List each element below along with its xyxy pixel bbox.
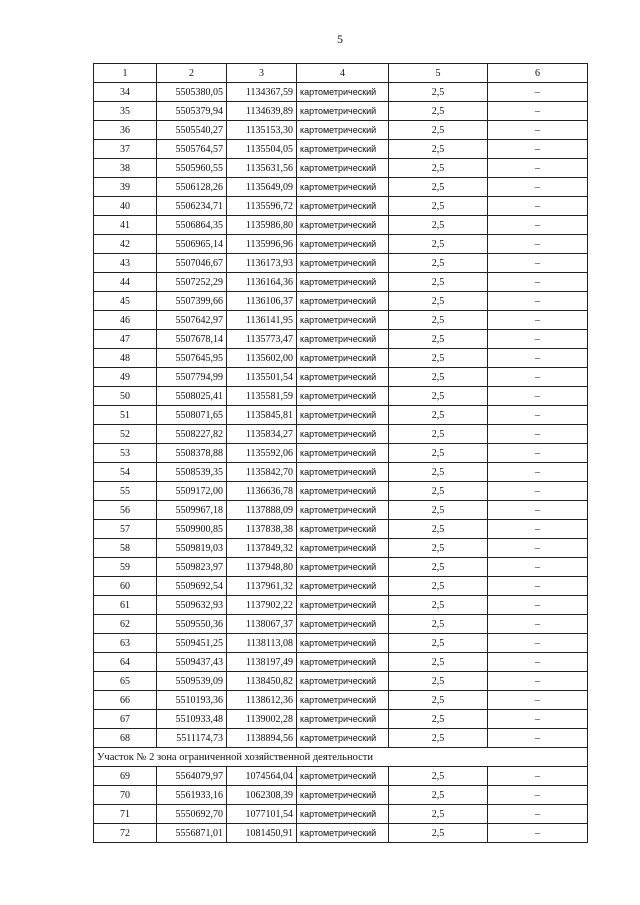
note-cell: – [488, 254, 588, 273]
method-cell: картометрический [297, 197, 389, 216]
method-cell: картометрический [297, 159, 389, 178]
x-coordinate-cell: 5507678,14 [157, 330, 227, 349]
point-number-cell: 51 [94, 406, 157, 425]
point-number-cell: 42 [94, 235, 157, 254]
point-number-cell: 52 [94, 425, 157, 444]
point-number-cell: 68 [94, 729, 157, 748]
table-row [94, 254, 588, 273]
table-row [94, 140, 588, 159]
x-coordinate-cell: 5505960,55 [157, 159, 227, 178]
table-row [94, 178, 588, 197]
x-coordinate-cell: 5509967,18 [157, 501, 227, 520]
point-number-cell: 44 [94, 273, 157, 292]
x-coordinate-cell: 5510193,36 [157, 691, 227, 710]
table-row [94, 710, 588, 729]
note-cell: – [488, 824, 588, 843]
method-cell: картометрический [297, 311, 389, 330]
x-coordinate-cell: 5505379,94 [157, 102, 227, 121]
point-number-cell: 46 [94, 311, 157, 330]
method-cell: картометрический [297, 482, 389, 501]
note-cell: – [488, 444, 588, 463]
coordinates-table [93, 63, 588, 843]
method-cell: картометрический [297, 273, 389, 292]
table-row [94, 292, 588, 311]
y-coordinate-cell: 1137849,32 [227, 539, 297, 558]
table-row [94, 83, 588, 102]
point-number-cell: 55 [94, 482, 157, 501]
point-number-cell: 50 [94, 387, 157, 406]
point-number-cell: 53 [94, 444, 157, 463]
point-number-cell: 54 [94, 463, 157, 482]
y-coordinate-cell: 1074564,04 [227, 767, 297, 786]
x-coordinate-cell: 5509451,25 [157, 634, 227, 653]
method-cell: картометрический [297, 634, 389, 653]
accuracy-cell: 2,5 [389, 330, 488, 349]
x-coordinate-cell: 5509539,09 [157, 672, 227, 691]
point-number-cell: 47 [94, 330, 157, 349]
table-row [94, 558, 588, 577]
note-cell: – [488, 292, 588, 311]
accuracy-cell: 2,5 [389, 425, 488, 444]
note-cell: – [488, 653, 588, 672]
point-number-cell: 48 [94, 349, 157, 368]
accuracy-cell: 2,5 [389, 254, 488, 273]
column-header: 6 [488, 64, 588, 83]
accuracy-cell: 2,5 [389, 634, 488, 653]
point-number-cell: 64 [94, 653, 157, 672]
x-coordinate-cell: 5509900,85 [157, 520, 227, 539]
y-coordinate-cell: 1138197,49 [227, 653, 297, 672]
table-row [94, 634, 588, 653]
method-cell: картометрический [297, 824, 389, 843]
y-coordinate-cell: 1136106,37 [227, 292, 297, 311]
method-cell: картометрический [297, 444, 389, 463]
point-number-cell: 40 [94, 197, 157, 216]
x-coordinate-cell: 5509692,54 [157, 577, 227, 596]
note-cell: – [488, 634, 588, 653]
x-coordinate-cell: 5507794,99 [157, 368, 227, 387]
note-cell: – [488, 729, 588, 748]
x-coordinate-cell: 5507399,66 [157, 292, 227, 311]
column-header: 2 [157, 64, 227, 83]
accuracy-cell: 2,5 [389, 767, 488, 786]
note-cell: – [488, 368, 588, 387]
note-cell: – [488, 482, 588, 501]
x-coordinate-cell: 5507645,95 [157, 349, 227, 368]
y-coordinate-cell: 1136636,78 [227, 482, 297, 501]
x-coordinate-cell: 5507252,29 [157, 273, 227, 292]
point-number-cell: 71 [94, 805, 157, 824]
accuracy-cell: 2,5 [389, 520, 488, 539]
y-coordinate-cell: 1077101,54 [227, 805, 297, 824]
accuracy-cell: 2,5 [389, 577, 488, 596]
method-cell: картометрический [297, 387, 389, 406]
note-cell: – [488, 577, 588, 596]
y-coordinate-cell: 1136164,36 [227, 273, 297, 292]
section-row [94, 748, 588, 767]
table-row [94, 273, 588, 292]
table-row [94, 520, 588, 539]
note-cell: – [488, 235, 588, 254]
accuracy-cell: 2,5 [389, 729, 488, 748]
note-cell: – [488, 387, 588, 406]
accuracy-cell: 2,5 [389, 482, 488, 501]
method-cell: картометрический [297, 615, 389, 634]
table-row [94, 311, 588, 330]
accuracy-cell: 2,5 [389, 558, 488, 577]
method-cell: картометрический [297, 349, 389, 368]
x-coordinate-cell: 5509823,97 [157, 558, 227, 577]
accuracy-cell: 2,5 [389, 653, 488, 672]
y-coordinate-cell: 1137948,80 [227, 558, 297, 577]
x-coordinate-cell: 5505540,27 [157, 121, 227, 140]
method-cell: картометрический [297, 767, 389, 786]
method-cell: картометрический [297, 729, 389, 748]
x-coordinate-cell: 5509437,43 [157, 653, 227, 672]
point-number-cell: 61 [94, 596, 157, 615]
method-cell: картометрический [297, 330, 389, 349]
note-cell: – [488, 273, 588, 292]
accuracy-cell: 2,5 [389, 235, 488, 254]
method-cell: картометрический [297, 805, 389, 824]
note-cell: – [488, 216, 588, 235]
x-coordinate-cell: 5511174,73 [157, 729, 227, 748]
y-coordinate-cell: 1137902,22 [227, 596, 297, 615]
y-coordinate-cell: 1135504,05 [227, 140, 297, 159]
point-number-cell: 70 [94, 786, 157, 805]
table-row [94, 463, 588, 482]
accuracy-cell: 2,5 [389, 824, 488, 843]
table-row [94, 729, 588, 748]
point-number-cell: 59 [94, 558, 157, 577]
point-number-cell: 34 [94, 83, 157, 102]
y-coordinate-cell: 1136141,95 [227, 311, 297, 330]
point-number-cell: 72 [94, 824, 157, 843]
accuracy-cell: 2,5 [389, 463, 488, 482]
method-cell: картометрический [297, 216, 389, 235]
note-cell: – [488, 178, 588, 197]
method-cell: картометрический [297, 121, 389, 140]
x-coordinate-cell: 5509172,00 [157, 482, 227, 501]
method-cell: картометрический [297, 463, 389, 482]
y-coordinate-cell: 1135773,47 [227, 330, 297, 349]
table-row [94, 349, 588, 368]
x-coordinate-cell: 5508227,82 [157, 425, 227, 444]
point-number-cell: 65 [94, 672, 157, 691]
table-row [94, 577, 588, 596]
point-number-cell: 35 [94, 102, 157, 121]
method-cell: картометрический [297, 501, 389, 520]
x-coordinate-cell: 5506965,14 [157, 235, 227, 254]
point-number-cell: 66 [94, 691, 157, 710]
y-coordinate-cell: 1138612,36 [227, 691, 297, 710]
y-coordinate-cell: 1138067,37 [227, 615, 297, 634]
point-number-cell: 41 [94, 216, 157, 235]
method-cell: картометрический [297, 653, 389, 672]
accuracy-cell: 2,5 [389, 311, 488, 330]
y-coordinate-cell: 1138450,82 [227, 672, 297, 691]
accuracy-cell: 2,5 [389, 710, 488, 729]
note-cell: – [488, 425, 588, 444]
table-row [94, 444, 588, 463]
note-cell: – [488, 83, 588, 102]
note-cell: – [488, 501, 588, 520]
point-number-cell: 69 [94, 767, 157, 786]
note-cell: – [488, 539, 588, 558]
point-number-cell: 56 [94, 501, 157, 520]
x-coordinate-cell: 5509819,03 [157, 539, 227, 558]
accuracy-cell: 2,5 [389, 140, 488, 159]
y-coordinate-cell: 1135602,00 [227, 349, 297, 368]
method-cell: картометрический [297, 539, 389, 558]
x-coordinate-cell: 5509550,36 [157, 615, 227, 634]
page-number: 5 [337, 32, 343, 46]
table-row [94, 482, 588, 501]
accuracy-cell: 2,5 [389, 216, 488, 235]
note-cell: – [488, 805, 588, 824]
note-cell: – [488, 330, 588, 349]
note-cell: – [488, 672, 588, 691]
method-cell: картометрический [297, 254, 389, 273]
accuracy-cell: 2,5 [389, 691, 488, 710]
x-coordinate-cell: 5556871,01 [157, 824, 227, 843]
table-row [94, 121, 588, 140]
note-cell: – [488, 596, 588, 615]
note-cell: – [488, 710, 588, 729]
table-row [94, 102, 588, 121]
y-coordinate-cell: 1136173,93 [227, 254, 297, 273]
accuracy-cell: 2,5 [389, 178, 488, 197]
method-cell: картометрический [297, 596, 389, 615]
method-cell: картометрический [297, 691, 389, 710]
accuracy-cell: 2,5 [389, 501, 488, 520]
accuracy-cell: 2,5 [389, 273, 488, 292]
y-coordinate-cell: 1135996,96 [227, 235, 297, 254]
table-row [94, 767, 588, 786]
y-coordinate-cell: 1137961,32 [227, 577, 297, 596]
note-cell: – [488, 406, 588, 425]
x-coordinate-cell: 5510933,48 [157, 710, 227, 729]
y-coordinate-cell: 1135501,54 [227, 368, 297, 387]
table-row [94, 653, 588, 672]
y-coordinate-cell: 1135845,81 [227, 406, 297, 425]
method-cell: картометрический [297, 577, 389, 596]
point-number-cell: 36 [94, 121, 157, 140]
table-row [94, 615, 588, 634]
table-row [94, 691, 588, 710]
point-number-cell: 45 [94, 292, 157, 311]
accuracy-cell: 2,5 [389, 615, 488, 634]
method-cell: картометрический [297, 235, 389, 254]
table-row [94, 596, 588, 615]
x-coordinate-cell: 5509632,93 [157, 596, 227, 615]
x-coordinate-cell: 5506234,71 [157, 197, 227, 216]
x-coordinate-cell: 5508071,65 [157, 406, 227, 425]
y-coordinate-cell: 1081450,91 [227, 824, 297, 843]
y-coordinate-cell: 1138113,08 [227, 634, 297, 653]
y-coordinate-cell: 1135986,80 [227, 216, 297, 235]
y-coordinate-cell: 1138894,56 [227, 729, 297, 748]
y-coordinate-cell: 1135581,59 [227, 387, 297, 406]
x-coordinate-cell: 5506864,35 [157, 216, 227, 235]
table-row [94, 235, 588, 254]
method-cell: картометрический [297, 368, 389, 387]
x-coordinate-cell: 5505764,57 [157, 140, 227, 159]
table-row [94, 672, 588, 691]
y-coordinate-cell: 1134639,89 [227, 102, 297, 121]
accuracy-cell: 2,5 [389, 672, 488, 691]
accuracy-cell: 2,5 [389, 596, 488, 615]
accuracy-cell: 2,5 [389, 786, 488, 805]
method-cell: картометрический [297, 292, 389, 311]
x-coordinate-cell: 5506128,26 [157, 178, 227, 197]
note-cell: – [488, 691, 588, 710]
method-cell: картометрический [297, 178, 389, 197]
x-coordinate-cell: 5561933,16 [157, 786, 227, 805]
table-row [94, 406, 588, 425]
method-cell: картометрический [297, 425, 389, 444]
x-coordinate-cell: 5550692,70 [157, 805, 227, 824]
y-coordinate-cell: 1137888,09 [227, 501, 297, 520]
note-cell: – [488, 311, 588, 330]
point-number-cell: 57 [94, 520, 157, 539]
table-row [94, 805, 588, 824]
note-cell: – [488, 558, 588, 577]
y-coordinate-cell: 1135649,09 [227, 178, 297, 197]
note-cell: – [488, 349, 588, 368]
section-title: Участок № 2 зона ограниченной хозяйственной деятельности [94, 748, 588, 767]
accuracy-cell: 2,5 [389, 121, 488, 140]
x-coordinate-cell: 5507046,67 [157, 254, 227, 273]
accuracy-cell: 2,5 [389, 805, 488, 824]
x-coordinate-cell: 5564079,97 [157, 767, 227, 786]
column-header: 5 [389, 64, 488, 83]
accuracy-cell: 2,5 [389, 406, 488, 425]
table-row [94, 330, 588, 349]
accuracy-cell: 2,5 [389, 83, 488, 102]
table-row [94, 425, 588, 444]
method-cell: картометрический [297, 520, 389, 539]
y-coordinate-cell: 1135842,70 [227, 463, 297, 482]
point-number-cell: 37 [94, 140, 157, 159]
y-coordinate-cell: 1135596,72 [227, 197, 297, 216]
column-header: 3 [227, 64, 297, 83]
point-number-cell: 49 [94, 368, 157, 387]
point-number-cell: 60 [94, 577, 157, 596]
method-cell: картометрический [297, 83, 389, 102]
accuracy-cell: 2,5 [389, 387, 488, 406]
accuracy-cell: 2,5 [389, 102, 488, 121]
accuracy-cell: 2,5 [389, 368, 488, 387]
method-cell: картометрический [297, 558, 389, 577]
point-number-cell: 58 [94, 539, 157, 558]
y-coordinate-cell: 1134367,59 [227, 83, 297, 102]
y-coordinate-cell: 1062308,39 [227, 786, 297, 805]
y-coordinate-cell: 1137838,38 [227, 520, 297, 539]
method-cell: картометрический [297, 672, 389, 691]
x-coordinate-cell: 5507642,97 [157, 311, 227, 330]
x-coordinate-cell: 5505380,05 [157, 83, 227, 102]
table-row [94, 786, 588, 805]
x-coordinate-cell: 5508539,35 [157, 463, 227, 482]
method-cell: картометрический [297, 406, 389, 425]
method-cell: картометрический [297, 786, 389, 805]
note-cell: – [488, 767, 588, 786]
point-number-cell: 43 [94, 254, 157, 273]
accuracy-cell: 2,5 [389, 159, 488, 178]
column-header: 4 [297, 64, 389, 83]
accuracy-cell: 2,5 [389, 539, 488, 558]
table-row [94, 539, 588, 558]
note-cell: – [488, 121, 588, 140]
accuracy-cell: 2,5 [389, 292, 488, 311]
point-number-cell: 38 [94, 159, 157, 178]
point-number-cell: 39 [94, 178, 157, 197]
note-cell: – [488, 615, 588, 634]
table-row [94, 824, 588, 843]
method-cell: картометрический [297, 710, 389, 729]
column-header: 1 [94, 64, 157, 83]
y-coordinate-cell: 1135834,27 [227, 425, 297, 444]
note-cell: – [488, 197, 588, 216]
method-cell: картометрический [297, 102, 389, 121]
y-coordinate-cell: 1135631,56 [227, 159, 297, 178]
table-row [94, 216, 588, 235]
point-number-cell: 62 [94, 615, 157, 634]
y-coordinate-cell: 1135153,30 [227, 121, 297, 140]
table-header-row [94, 64, 588, 83]
note-cell: – [488, 140, 588, 159]
accuracy-cell: 2,5 [389, 197, 488, 216]
table-row [94, 197, 588, 216]
point-number-cell: 67 [94, 710, 157, 729]
y-coordinate-cell: 1135592,06 [227, 444, 297, 463]
table-row [94, 368, 588, 387]
note-cell: – [488, 102, 588, 121]
accuracy-cell: 2,5 [389, 349, 488, 368]
method-cell: картометрический [297, 140, 389, 159]
table-row [94, 159, 588, 178]
x-coordinate-cell: 5508378,88 [157, 444, 227, 463]
note-cell: – [488, 463, 588, 482]
y-coordinate-cell: 1139002,28 [227, 710, 297, 729]
note-cell: – [488, 159, 588, 178]
point-number-cell: 63 [94, 634, 157, 653]
note-cell: – [488, 520, 588, 539]
x-coordinate-cell: 5508025,41 [157, 387, 227, 406]
note-cell: – [488, 786, 588, 805]
table-row [94, 501, 588, 520]
table-row [94, 387, 588, 406]
accuracy-cell: 2,5 [389, 444, 488, 463]
